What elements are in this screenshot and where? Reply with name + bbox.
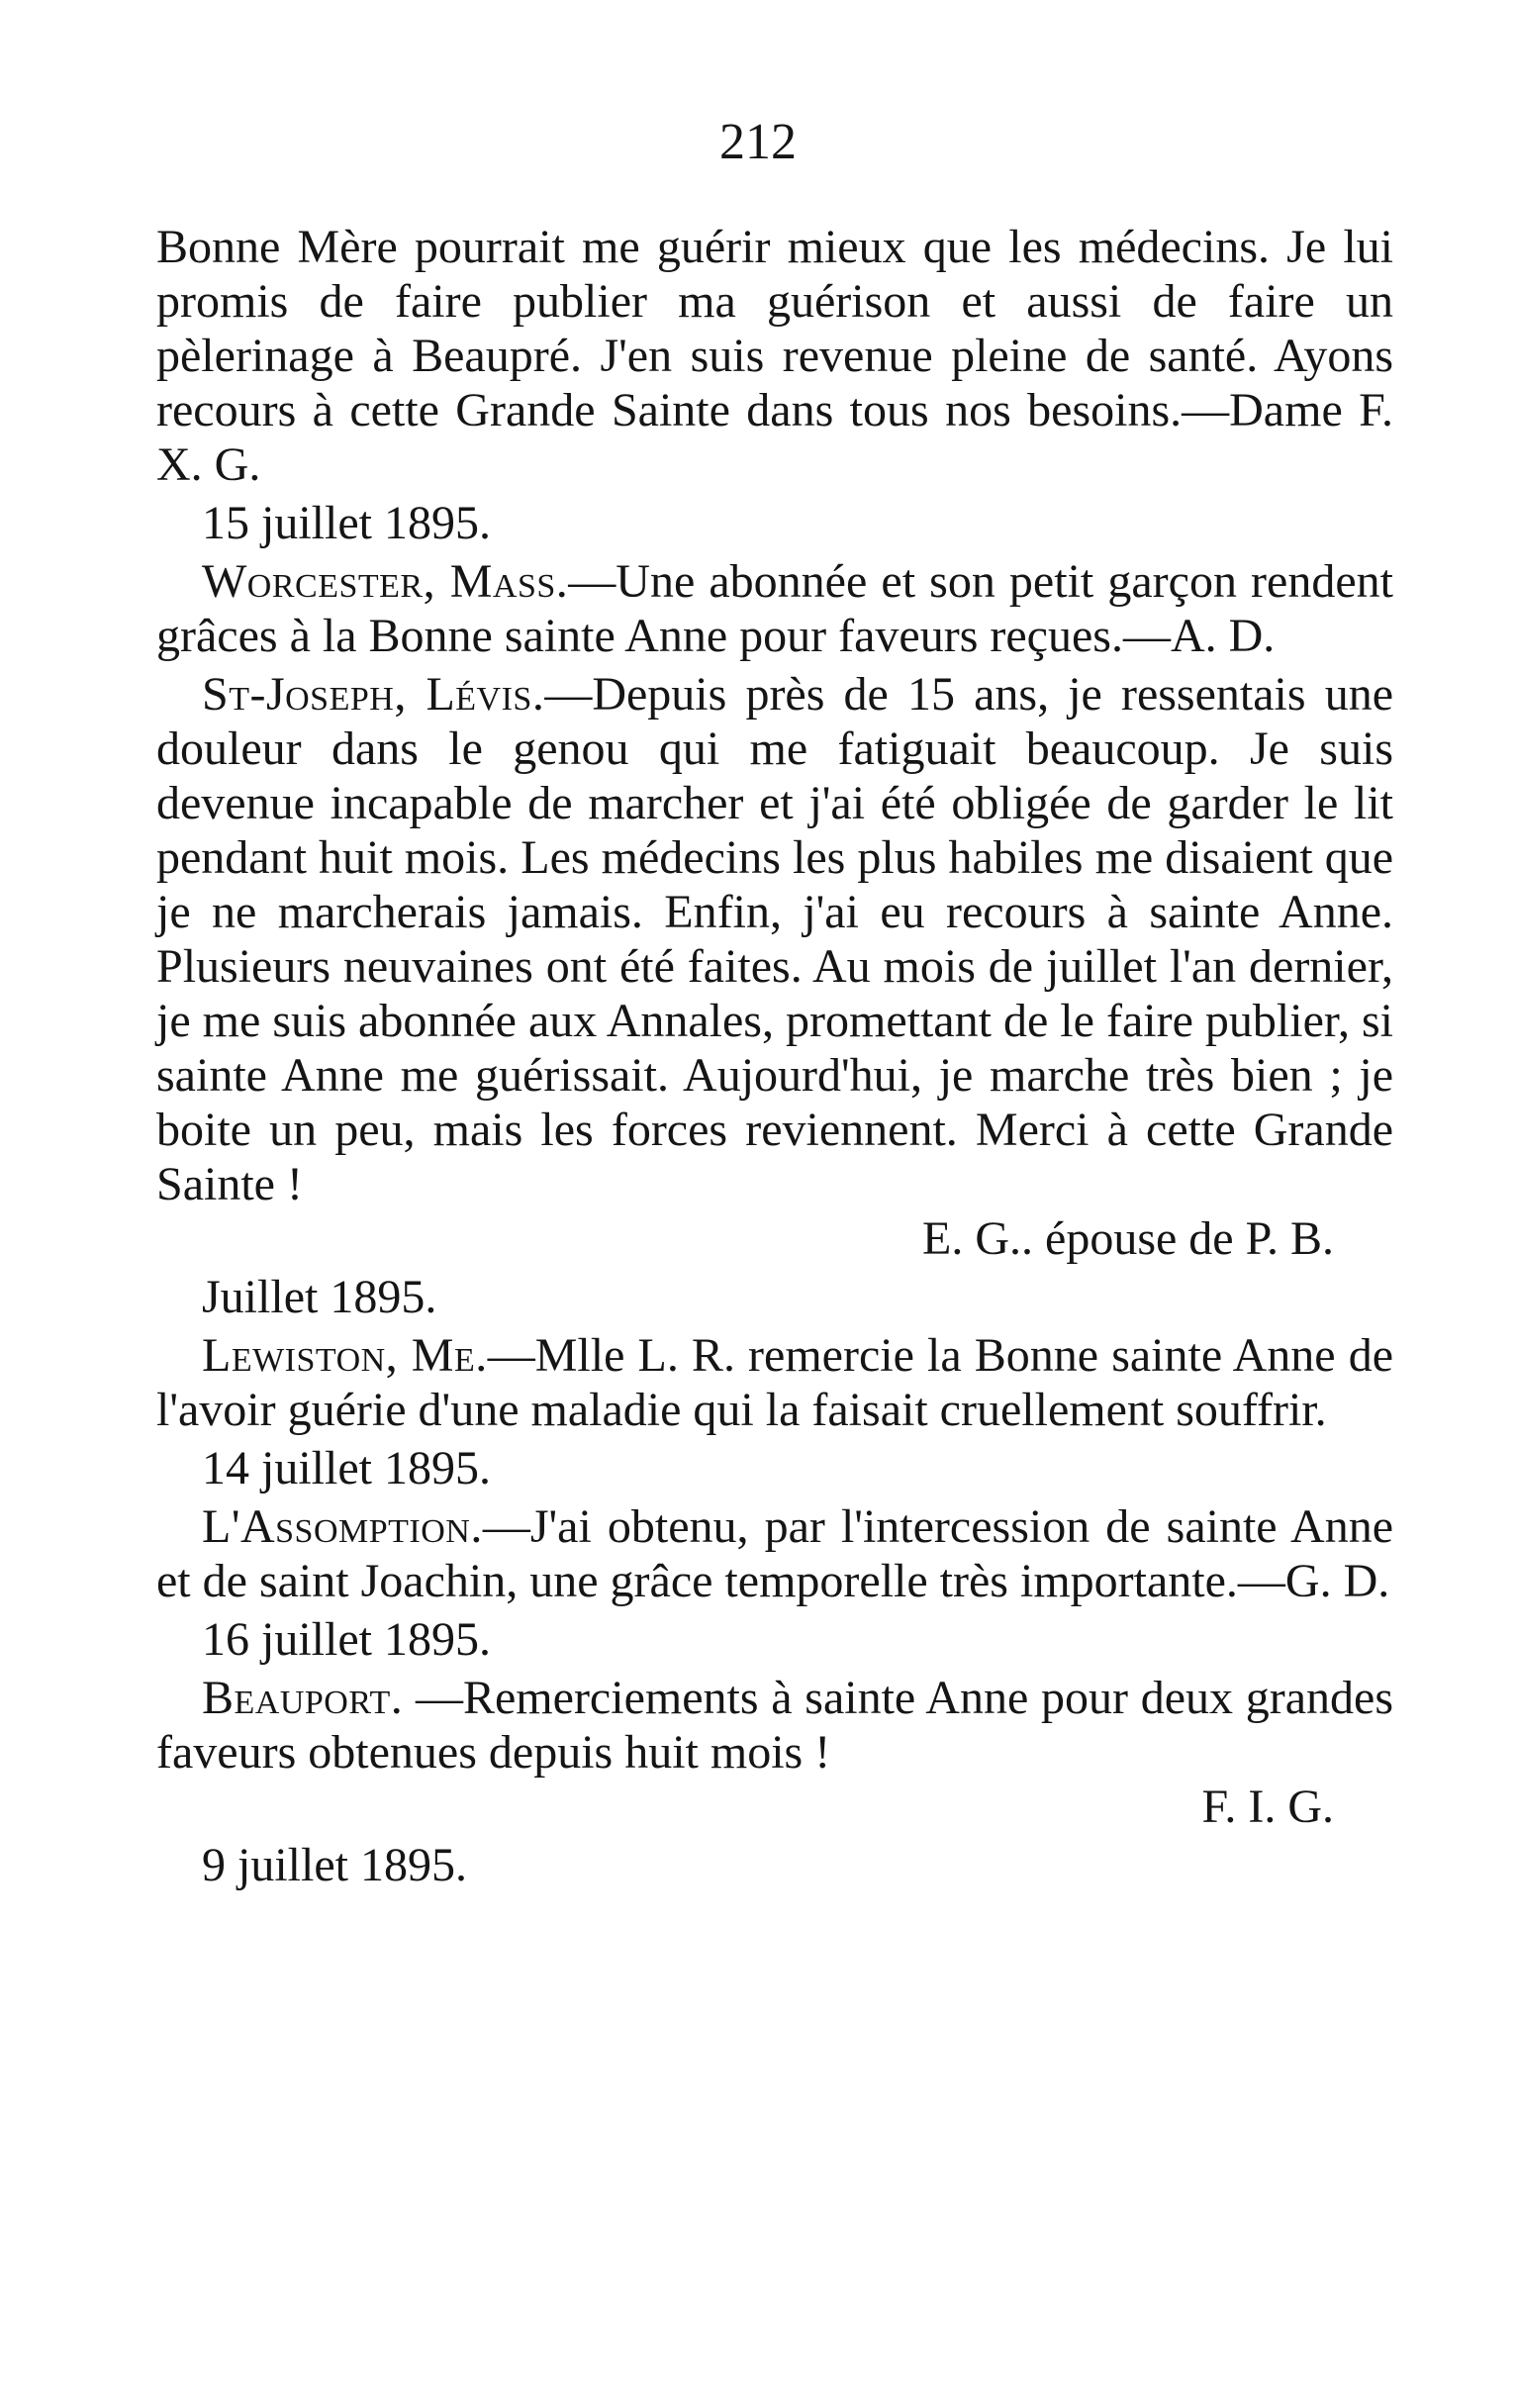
entry-text: —Une abonnée et son petit garçon rendent grâces à la Bonne sainte Anne pour faveurs reçues.—A. D.: [156, 555, 1393, 662]
entry-lassomption: [156, 1499, 1393, 1608]
entry-text: —Depuis près de 15 ans, je ressentais une douleur dans le genou qui me fatiguait beaucoup. Je suis devenue incapable de marcher et j'ai été obligée de garder le lit pendant huit mois. Les médecins les plus habiles me disaient que je ne marcherais jamais. Enfin, j'ai eu recours à sainte Anne. Plusieurs neuvaines ont été faites. Au mois de juillet l'an dernier, je me suis abonnée aux Annales, promettant de le faire publier, si sainte Anne me guérissait. Aujourd'hui, je marche très bien ; je boite un peu, mais les forces reviennent. Merci à cette Grande Sainte !: [156, 668, 1393, 1210]
paragraph-continuation: Bonne Mère pourrait me guérir mieux que les médecins. Je lui promis de faire publier ma guérison et aussi de faire un pèlerinage à Beaupré. J'en suis revenue pleine de santé. Ayons recours à cette Grande Sainte dans tous nos besoins.—Dame F. X. G.: [156, 221, 1393, 491]
entry-text: —Mlle L. R. remercie la Bonne sainte Anne de l'avoir guérie d'une maladie qui la faisait cruellement souffrir.: [156, 1329, 1393, 1436]
entry-place: St-Joseph, Lévis.: [202, 668, 545, 721]
page-body: [156, 220, 1393, 1896]
entry-beauport: [156, 1671, 1393, 1780]
entry-date: 14 juillet 1895.: [202, 1442, 491, 1494]
entry-signature: F. I. G.: [1201, 1781, 1334, 1833]
entry-signature: E. G.. épouse de P. B.: [922, 1212, 1334, 1265]
entry-date: 9 juillet 1895.: [202, 1839, 467, 1891]
entry-place: Lewiston, Me.: [202, 1329, 488, 1382]
entry-lewiston: [156, 1328, 1393, 1437]
entry-date: 15 juillet 1895.: [202, 497, 491, 549]
entry-place: Worcester, Mass.: [202, 555, 569, 608]
entry-date: 16 juillet 1895.: [202, 1613, 491, 1666]
entry-place: L'Assomption.: [202, 1500, 483, 1553]
entry-text: —Remerciements à sainte Anne pour deux grandes faveurs obtenues depuis huit mois !: [156, 1672, 1393, 1779]
page-number: 212: [719, 114, 797, 170]
entry-text: —J'ai obtenu, par l'intercession de sainte Anne et de saint Joachin, une grâce temporelle très importante.—G. D.: [156, 1500, 1393, 1607]
entry-worcester: [156, 554, 1393, 663]
entry-st-joseph-levis: [156, 667, 1393, 1211]
entry-date: Juillet 1895.: [202, 1271, 437, 1323]
entry-place: Beauport.: [202, 1672, 404, 1724]
